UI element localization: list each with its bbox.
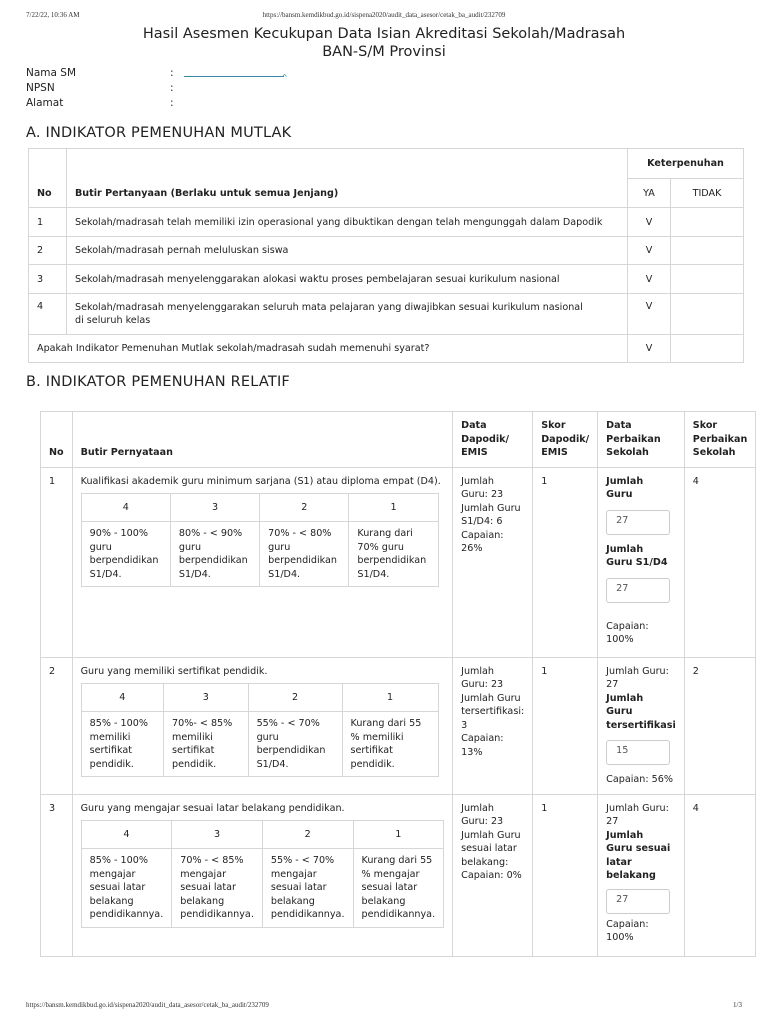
scale-desc: 55% - < 70% guru berpendidikan S1/D4. bbox=[248, 712, 342, 777]
scale-desc: Kurang dari 70% guru berpendidikan S1/D4. bbox=[349, 522, 438, 587]
summary-text: Apakah Indikator Pemenuhan Mutlak sekolah/madrasah sudah memenuhi syarat? bbox=[29, 335, 628, 363]
identity-row-npsn bbox=[26, 81, 284, 96]
scale-table bbox=[81, 820, 445, 928]
table-row bbox=[29, 208, 744, 237]
identity-row-nama bbox=[26, 66, 288, 82]
scale-desc: Kurang dari 55 % mengajar sesuai latar belakang pendidikannya. bbox=[353, 849, 444, 928]
scale-desc: 70%- < 85% memiliki sertifikat pendidik. bbox=[164, 712, 249, 777]
table-row bbox=[41, 794, 756, 956]
row-statement-cell bbox=[72, 794, 453, 956]
summary-row bbox=[29, 335, 744, 363]
school-identity bbox=[26, 66, 288, 111]
col-header-data-dapodik: Data Dapodik/ EMIS bbox=[453, 412, 533, 468]
identity-colon: : bbox=[170, 67, 174, 79]
row-no: 1 bbox=[41, 467, 73, 657]
scale-desc: Kurang dari 55 % memiliki sertifikat pendidik. bbox=[342, 712, 438, 777]
scale-header: 4 bbox=[81, 684, 163, 712]
title-line-2: BAN-S/M Provinsi bbox=[322, 44, 446, 60]
identity-label: Nama SM bbox=[26, 67, 77, 79]
row-statement: Guru yang mengajar sesuai latar belakang pendidikan. bbox=[80, 802, 345, 814]
scale-header: 3 bbox=[170, 494, 259, 522]
page-number: 1/3 bbox=[733, 1001, 742, 1009]
scale-table bbox=[81, 683, 439, 777]
col-header-keterpenuhan: Keterpenuhan bbox=[628, 149, 744, 179]
table-header-row bbox=[41, 412, 756, 468]
row-tidak bbox=[671, 208, 744, 237]
row-no: 3 bbox=[41, 794, 73, 956]
scale-header: 4 bbox=[81, 494, 170, 522]
print-datetime: 7/22/22, 10:36 AM bbox=[26, 11, 80, 19]
perbaikan-pre: Jumlah Guru: 27 bbox=[606, 665, 669, 690]
identity-label: Alamat bbox=[26, 97, 64, 109]
row-statement-cell bbox=[72, 467, 453, 657]
scale-header: 4 bbox=[81, 821, 172, 849]
skor-dapodik: 1 bbox=[533, 794, 598, 956]
row-no: 4 bbox=[29, 294, 67, 335]
skor-dapodik: 1 bbox=[533, 657, 598, 794]
section-b-heading: B. INDIKATOR PEMENUHAN RELATIF bbox=[26, 374, 290, 390]
col-header-no: No bbox=[29, 149, 67, 208]
scale-desc: 80% - < 90% guru berpendidikan S1/D4. bbox=[170, 522, 259, 587]
identity-colon: : bbox=[170, 97, 174, 109]
skor-perbaikan: 4 bbox=[684, 467, 756, 657]
scale-desc: 85% - 100% memiliki sertifikat pendidik. bbox=[81, 712, 163, 777]
col-header-skor-dapodik: Skor Dapodik/ EMIS bbox=[533, 412, 598, 468]
row-statement-cell bbox=[72, 657, 453, 794]
row-ya: V bbox=[628, 237, 671, 265]
scale-header: 1 bbox=[342, 684, 438, 712]
row-statement: Guru yang memiliki sertifikat pendidik. bbox=[80, 665, 268, 677]
col-header-butir: Butir Pernyataan bbox=[72, 412, 453, 468]
col-header-no: No bbox=[41, 412, 73, 468]
caret-icon: ^ bbox=[281, 73, 288, 82]
data-perbaikan bbox=[598, 794, 685, 956]
perbaikan-capaian: Capaian: 100% bbox=[606, 620, 649, 645]
relatif-table bbox=[40, 411, 756, 957]
table-row bbox=[29, 265, 744, 294]
perbaikan-capaian: Capaian: 100% bbox=[606, 918, 649, 943]
row-ya: V bbox=[628, 294, 671, 335]
row-ya: V bbox=[628, 208, 671, 237]
summary-ya: V bbox=[628, 335, 671, 363]
scale-desc: 55% - < 70% mengajar sesuai latar belakang pendidikannya. bbox=[262, 849, 353, 928]
identity-label: NPSN bbox=[26, 82, 55, 94]
perbaikan-label: Jumlah Guru sesuai latar belakang bbox=[606, 829, 671, 881]
row-text: Sekolah/madrasah menyelenggarakan alokasi waktu proses pembelajaran sesuai kurikulum nasional bbox=[66, 265, 627, 294]
print-url: https://bansm.kemdikbud.go.id/sispena2020/audit_data_asesor/cetak_ba_audit/232709 bbox=[262, 11, 506, 19]
row-statement: Kualifikasi akademik guru minimum sarjana (S1) atau diploma empat (D4). bbox=[80, 475, 441, 487]
row-tidak bbox=[671, 294, 744, 335]
perbaikan-label: Jumlah Guru bbox=[606, 475, 644, 500]
scale-desc: 85% - 100% mengajar sesuai latar belakang pendidikannya. bbox=[81, 849, 172, 928]
identity-row-alamat bbox=[26, 96, 284, 111]
table-row bbox=[29, 237, 744, 265]
data-perbaikan bbox=[598, 657, 685, 794]
jumlah-guru-tersertifikasi-input[interactable]: 15 bbox=[606, 740, 670, 765]
skor-perbaikan: 4 bbox=[684, 794, 756, 956]
scale-header: 2 bbox=[260, 494, 349, 522]
data-dapodik: Jumlah Guru: 23 Jumlah Guru tersertifikasi: 3 Capaian: 13% bbox=[453, 657, 533, 794]
perbaikan-pre: Jumlah Guru: 27 bbox=[606, 802, 669, 827]
data-perbaikan bbox=[598, 467, 685, 657]
scale-header: 2 bbox=[262, 821, 353, 849]
page-title bbox=[0, 25, 768, 61]
skor-perbaikan: 2 bbox=[684, 657, 756, 794]
title-line-1: Hasil Asesmen Kecukupan Data Isian Akreditasi Sekolah/Madrasah bbox=[142, 26, 626, 42]
col-header-skor-perbaikan: Skor Perbaikan Sekolah bbox=[684, 412, 756, 468]
row-no: 2 bbox=[41, 657, 73, 794]
row-text: Sekolah/madrasah telah memiliki izin operasional yang dibuktikan dengan telah mengunggah dalam Dapodik bbox=[66, 208, 627, 237]
col-header-tidak: TIDAK bbox=[671, 179, 744, 208]
row-no: 1 bbox=[29, 208, 67, 237]
row-text-line: Sekolah/madrasah menyelenggarakan seluruh mata pelajaran yang diwajibkan sesuai kurikulum nasional bbox=[74, 302, 583, 313]
col-header-butir: Butir Pertanyaan (Berlaku untuk semua Jenjang) bbox=[66, 149, 627, 208]
perbaikan-label: Jumlah Guru S1/D4 bbox=[606, 543, 668, 568]
scale-table bbox=[81, 493, 439, 587]
row-no: 2 bbox=[29, 237, 67, 265]
scale-desc: 70% - < 85% mengajar sesuai latar belakang pendidikannya. bbox=[172, 849, 263, 928]
table-row bbox=[41, 467, 756, 657]
scale-header: 3 bbox=[172, 821, 263, 849]
data-dapodik: Jumlah Guru: 23 Jumlah Guru S1/D4: 6 Capaian: 26% bbox=[453, 467, 533, 657]
table-row bbox=[41, 657, 756, 794]
scale-header: 1 bbox=[349, 494, 438, 522]
footer-url: https://bansm.kemdikbud.go.id/sispena2020/audit_data_asesor/cetak_ba_audit/232709 bbox=[26, 1001, 269, 1009]
scale-header: 1 bbox=[353, 821, 444, 849]
row-ya: V bbox=[628, 265, 671, 294]
table-row bbox=[29, 294, 744, 335]
jumlah-guru-sesuai-input[interactable]: 27 bbox=[606, 889, 670, 914]
scale-header: 2 bbox=[248, 684, 342, 712]
perbaikan-label: Jumlah Guru tersertifikasi bbox=[606, 692, 676, 731]
row-no: 3 bbox=[29, 265, 67, 294]
summary-tidak bbox=[671, 335, 744, 363]
scale-desc: 70% - < 80% guru berpendidikan S1/D4. bbox=[260, 522, 349, 587]
row-text bbox=[66, 294, 627, 335]
skor-dapodik: 1 bbox=[533, 467, 598, 657]
jumlah-guru-s1d4-input[interactable]: 27 bbox=[606, 578, 670, 603]
jumlah-guru-input[interactable]: 27 bbox=[606, 510, 670, 535]
row-tidak bbox=[671, 265, 744, 294]
row-text-line: di seluruh kelas bbox=[74, 315, 151, 326]
section-a-heading: A. INDIKATOR PEMENUHAN MUTLAK bbox=[26, 125, 292, 141]
data-dapodik: Jumlah Guru: 23 Jumlah Guru sesuai latar belakang: Capaian: 0% bbox=[453, 794, 533, 956]
col-header-data-perbaikan: Data Perbaikan Sekolah bbox=[598, 412, 685, 468]
identity-colon: : bbox=[170, 82, 174, 94]
perbaikan-capaian: Capaian: 56% bbox=[606, 774, 673, 785]
scale-header: 3 bbox=[164, 684, 249, 712]
scale-desc: 90% - 100% guru berpendidikan S1/D4. bbox=[81, 522, 170, 587]
row-text: Sekolah/madrasah pernah meluluskan siswa bbox=[66, 237, 627, 265]
row-tidak bbox=[671, 237, 744, 265]
identity-value-field bbox=[184, 67, 288, 82]
mutlak-table bbox=[28, 148, 744, 363]
col-header-ya: YA bbox=[628, 179, 671, 208]
